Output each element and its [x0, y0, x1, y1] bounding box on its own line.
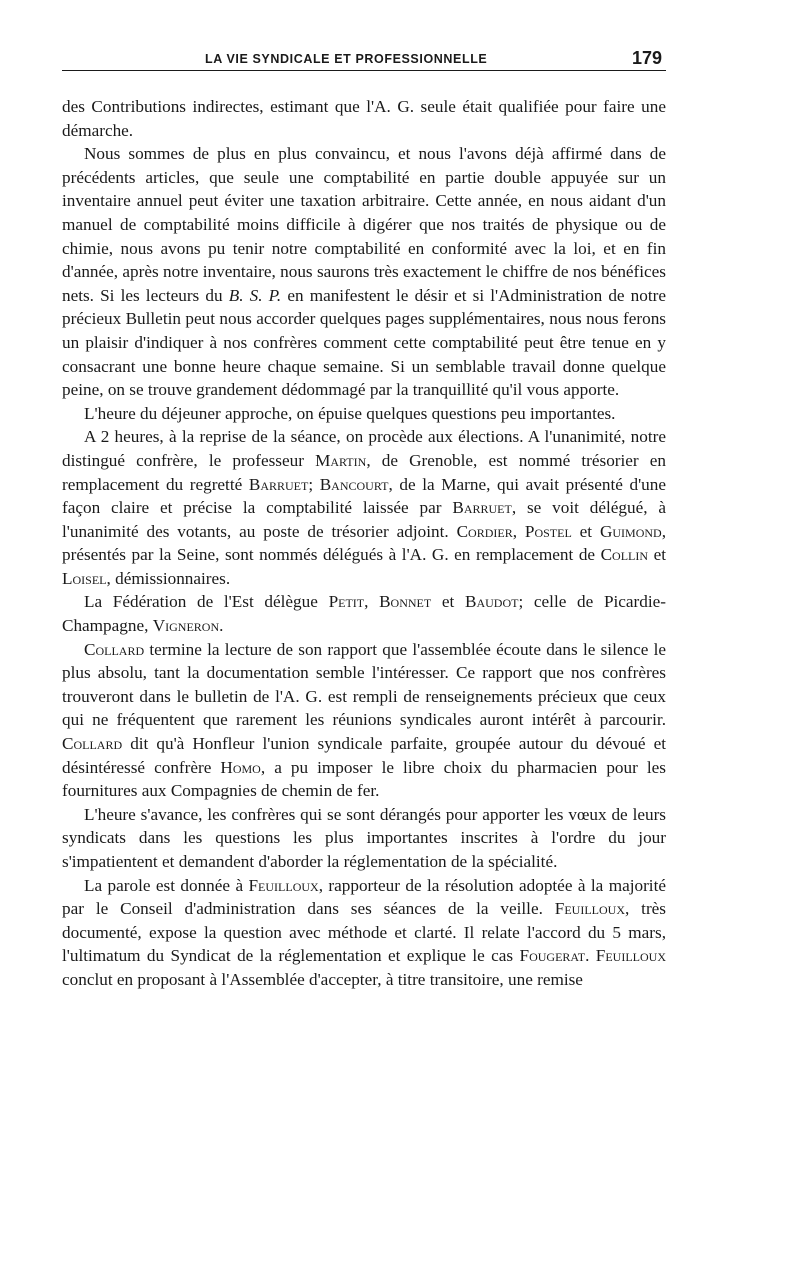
paragraph-3: [62, 402, 666, 426]
text-run: dit qu'à Honfleur l'union syndicale parfaite, groupée autour du dévoué et désintéressé confrère: [62, 734, 666, 777]
proper-name: Loisel: [62, 568, 107, 588]
proper-name: Barruet: [248, 474, 309, 494]
text-run: ; celle de Picardie-Champagne,: [62, 592, 666, 636]
paragraph-7: [62, 803, 666, 874]
proper-name: Cordier: [456, 521, 513, 541]
text-run: et: [648, 545, 666, 565]
text-run: termine la lecture de son rapport que l'assemblée écoute dans le silence le plus absolu, tant la documentation semble l'intéresser. Ce rapport que nos confrères trouveront dans le bulletin de l'A. G. est rempli de renseignements précieux que ceux qui ne fréquentent que rarement les réunions syndicales auront intérêt à parcourir.: [62, 639, 666, 730]
page-header: [62, 48, 666, 71]
text-run: A 2 heures, à la reprise de la séance, on procède aux élections. A l'unanimité, notre distingué confrère, le professeur: [62, 427, 666, 470]
proper-name: Martin: [315, 450, 367, 470]
proper-name: Feuilloux: [595, 946, 666, 966]
proper-name: Fougerat: [519, 946, 586, 966]
text-run: conclut en proposant à l'Assemblée d'accepter, à titre transitoire, une remise: [62, 969, 583, 989]
text-run: La Fédération de l'Est délègue: [84, 592, 329, 612]
text-run: , de la Marne, qui avait présenté d'une façon claire et précise la comptabilité laissée par: [62, 474, 666, 518]
text-run: des Contributions indirectes, estimant que l'A. G. seule était qualifiée pour faire une démarche.: [62, 97, 666, 140]
text-run: , rapporteur de la résolution adoptée à la majorité par le Conseil d'administration dans ses séances de la veille.: [62, 875, 666, 919]
proper-name: Feuilloux: [248, 875, 319, 895]
text-run: .: [585, 946, 596, 966]
proper-name: Collard: [62, 734, 123, 754]
text-run: ,: [512, 521, 525, 541]
paragraph-5: [62, 590, 666, 637]
text-run: , se voit délégué, à l'unanimité des votants, au poste de trésorier adjoint.: [62, 498, 666, 541]
text-run: ,: [364, 592, 380, 612]
proper-name: Barruet: [452, 498, 512, 518]
text-run: et: [571, 521, 600, 541]
text-run: ;: [308, 474, 320, 494]
paragraph-2: [62, 142, 666, 402]
proper-name: Baudot: [465, 592, 519, 612]
proper-name: Bonnet: [379, 592, 432, 612]
paragraph-1: [62, 95, 666, 142]
proper-name: Collard: [84, 639, 145, 659]
text-run: .: [219, 616, 224, 636]
proper-name: Feuilloux: [554, 899, 625, 919]
running-title: LA VIE SYNDICALE ET PROFESSIONNELLE: [205, 52, 488, 66]
body-text: [62, 95, 666, 992]
paragraph-6: [62, 638, 666, 803]
paragraph-4: [62, 425, 666, 590]
text-run: , démissionnaires.: [106, 568, 231, 588]
document-page: [62, 48, 666, 992]
proper-name: Petit: [328, 592, 365, 612]
text-run: L'heure du déjeuner approche, on épuise quelques questions peu importantes.: [84, 403, 616, 423]
text-run: , a pu imposer le libre choix du pharmacien pour les fournitures aux Compagnies de chemin de fer.: [62, 757, 666, 801]
text-run: et: [431, 592, 465, 612]
paragraph-8: [62, 874, 666, 992]
proper-name: Collin: [600, 545, 649, 565]
proper-name: Bancourt: [319, 474, 389, 494]
text-run: L'heure s'avance, les confrères qui se sont dérangés pour apporter les vœux de leurs syndicats dans les questions les plus importantes inscrites à l'ordre du jour s'impatientent et demandent d'aborder la réglementation de la spécialité.: [62, 804, 666, 871]
text-run: , très documenté, expose la question avec méthode et clarté. Il relate l'accord du 5 mars, l'ultimatum du Syndicat de la réglementation et explique le cas: [62, 899, 666, 966]
proper-name: Homo: [220, 757, 261, 777]
proper-name: Guimond: [599, 521, 662, 541]
text-run: Nous sommes de plus en plus convaincu, et nous l'avons déjà affirmé dans de précédents articles, que seule une comptabilité en partie double appuyée sur un inventaire annuel peut éviter une taxation arbitraire. Cette année, en nous aidant d'un manuel de comptabilité moins difficile à digérer que nos traités de physique ou de chimie, nous avons pu tenir notre comptabilité en conformité avec la loi, et en fin d'année, après notre inventaire, nous saurons très exactement le chiffre de nos bénéfices nets. Si les lecteurs du: [62, 144, 666, 305]
text-run: La parole est donnée à: [84, 875, 249, 895]
page-number: 179: [631, 48, 662, 68]
text-run: , de Grenoble, est nommé trésorier en remplacement du regretté: [62, 450, 666, 494]
italic-text: B. S. P.: [228, 285, 282, 305]
proper-name: Vigneron: [152, 616, 220, 636]
proper-name: Postel: [524, 521, 572, 541]
text-run: en manifestent le désir et si l'Administration de notre précieux Bulletin peut nous accorder quelques pages supplémentaires, nous nous ferons un plaisir d'indiquer à nos confrères comment cette comptabilité peut être tenue en y consacrant une bonne heure chaque semaine. Si un semblable travail donne quelque peine, on se trouve grandement dédommagé par la tranquillité qu'il vous apporte.: [62, 285, 666, 400]
text-run: , présentés par la Seine, sont nommés délégués à l'A. G. en remplacement de: [62, 521, 667, 565]
